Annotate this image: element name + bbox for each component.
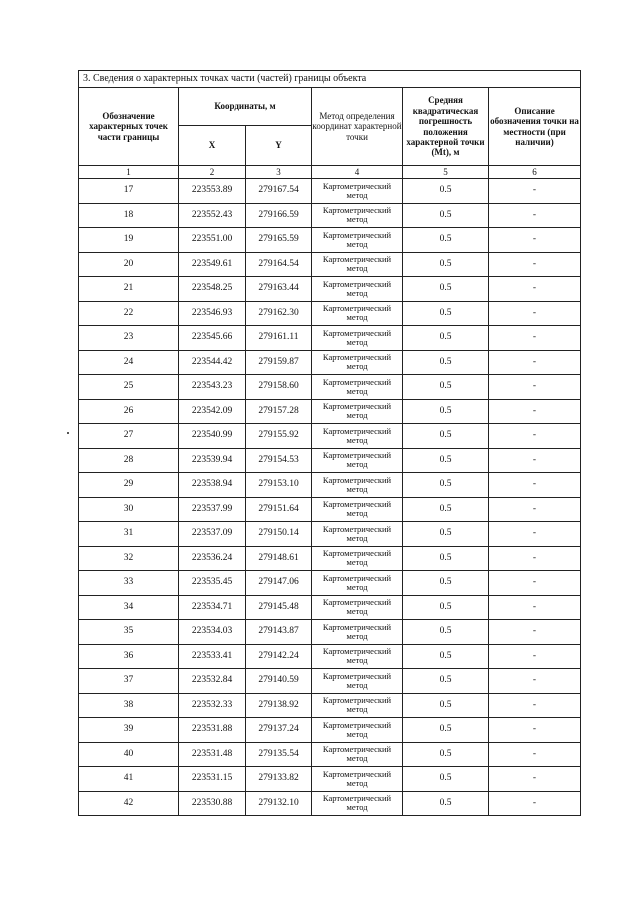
- point-number-cell: 26: [79, 399, 179, 424]
- table-row: [79, 669, 581, 694]
- header-coordinates: Координаты, м: [179, 88, 312, 126]
- method-cell: Картометрический метод: [312, 424, 403, 449]
- description-cell: -: [489, 693, 581, 718]
- accuracy-cell: 0.5: [403, 203, 489, 228]
- y-coordinate-cell: 279161.11: [246, 326, 312, 351]
- description-cell: -: [489, 595, 581, 620]
- description-cell: -: [489, 497, 581, 522]
- accuracy-cell: 0.5: [403, 718, 489, 743]
- header-description: Описание обозначения точки на местности (при наличии): [489, 88, 581, 166]
- y-coordinate-cell: 279143.87: [246, 620, 312, 645]
- x-coordinate-cell: 223552.43: [179, 203, 246, 228]
- point-number-cell: 39: [79, 718, 179, 743]
- table-row: [79, 326, 581, 351]
- accuracy-cell: 0.5: [403, 595, 489, 620]
- y-coordinate-cell: 279162.30: [246, 301, 312, 326]
- accuracy-cell: 0.5: [403, 228, 489, 253]
- x-coordinate-cell: 223536.24: [179, 546, 246, 571]
- accuracy-cell: 0.5: [403, 742, 489, 767]
- table-row: [79, 448, 581, 473]
- table-row: [79, 767, 581, 792]
- method-cell: Картометрический метод: [312, 669, 403, 694]
- table-body: [79, 179, 581, 816]
- y-coordinate-cell: 279153.10: [246, 473, 312, 498]
- x-coordinate-cell: 223532.84: [179, 669, 246, 694]
- table-row: [79, 203, 581, 228]
- column-number: 4: [312, 166, 403, 179]
- description-cell: -: [489, 546, 581, 571]
- x-coordinate-cell: 223544.42: [179, 350, 246, 375]
- method-cell: Картометрический метод: [312, 399, 403, 424]
- x-coordinate-cell: 223537.09: [179, 522, 246, 547]
- y-coordinate-cell: 279145.48: [246, 595, 312, 620]
- x-coordinate-cell: 223551.00: [179, 228, 246, 253]
- accuracy-cell: 0.5: [403, 326, 489, 351]
- y-coordinate-cell: 279155.92: [246, 424, 312, 449]
- y-coordinate-cell: 279147.06: [246, 571, 312, 596]
- description-cell: -: [489, 399, 581, 424]
- point-number-cell: 40: [79, 742, 179, 767]
- table-row: [79, 497, 581, 522]
- point-number-cell: 35: [79, 620, 179, 645]
- point-number-cell: 28: [79, 448, 179, 473]
- boundary-points-table: [78, 70, 581, 816]
- description-cell: -: [489, 620, 581, 645]
- point-number-cell: 22: [79, 301, 179, 326]
- x-coordinate-cell: 223548.25: [179, 277, 246, 302]
- table-row: [79, 301, 581, 326]
- table-row: [79, 277, 581, 302]
- y-coordinate-cell: 279151.64: [246, 497, 312, 522]
- accuracy-cell: 0.5: [403, 644, 489, 669]
- y-coordinate-cell: 279154.53: [246, 448, 312, 473]
- accuracy-cell: 0.5: [403, 473, 489, 498]
- accuracy-cell: 0.5: [403, 546, 489, 571]
- x-coordinate-cell: 223542.09: [179, 399, 246, 424]
- point-number-cell: 29: [79, 473, 179, 498]
- method-cell: Картометрический метод: [312, 252, 403, 277]
- y-coordinate-cell: 279165.59: [246, 228, 312, 253]
- x-coordinate-cell: 223543.23: [179, 375, 246, 400]
- column-number: 2: [179, 166, 246, 179]
- table-row: [79, 620, 581, 645]
- x-coordinate-cell: 223534.03: [179, 620, 246, 645]
- accuracy-cell: 0.5: [403, 497, 489, 522]
- point-number-cell: 25: [79, 375, 179, 400]
- point-number-cell: 30: [79, 497, 179, 522]
- y-coordinate-cell: 279132.10: [246, 791, 312, 816]
- y-coordinate-cell: 279135.54: [246, 742, 312, 767]
- y-coordinate-cell: 279164.54: [246, 252, 312, 277]
- accuracy-cell: 0.5: [403, 350, 489, 375]
- column-number: 5: [403, 166, 489, 179]
- y-coordinate-cell: 279148.61: [246, 546, 312, 571]
- description-cell: -: [489, 277, 581, 302]
- x-coordinate-cell: 223553.89: [179, 179, 246, 204]
- section-title: 3. Сведения о характерных точках части (частей) границы объекта: [79, 71, 581, 88]
- table-row: [79, 228, 581, 253]
- y-coordinate-cell: 279137.24: [246, 718, 312, 743]
- accuracy-cell: 0.5: [403, 571, 489, 596]
- point-number-cell: 33: [79, 571, 179, 596]
- y-coordinate-cell: 279150.14: [246, 522, 312, 547]
- y-coordinate-cell: 279158.60: [246, 375, 312, 400]
- description-cell: -: [489, 473, 581, 498]
- method-cell: Картометрический метод: [312, 791, 403, 816]
- method-cell: Картометрический метод: [312, 767, 403, 792]
- table-row: [79, 546, 581, 571]
- header-y: Y: [246, 126, 312, 166]
- description-cell: -: [489, 791, 581, 816]
- description-cell: -: [489, 522, 581, 547]
- x-coordinate-cell: 223549.61: [179, 252, 246, 277]
- method-cell: Картометрический метод: [312, 522, 403, 547]
- accuracy-cell: 0.5: [403, 448, 489, 473]
- accuracy-cell: 0.5: [403, 399, 489, 424]
- accuracy-cell: 0.5: [403, 301, 489, 326]
- description-cell: -: [489, 644, 581, 669]
- x-coordinate-cell: 223531.15: [179, 767, 246, 792]
- description-cell: -: [489, 350, 581, 375]
- column-number: 6: [489, 166, 581, 179]
- description-cell: -: [489, 375, 581, 400]
- document-sheet: [78, 70, 580, 816]
- y-coordinate-cell: 279142.24: [246, 644, 312, 669]
- point-number-cell: 19: [79, 228, 179, 253]
- method-cell: Картометрический метод: [312, 473, 403, 498]
- x-coordinate-cell: 223545.66: [179, 326, 246, 351]
- x-coordinate-cell: 223532.33: [179, 693, 246, 718]
- description-cell: -: [489, 179, 581, 204]
- y-coordinate-cell: 279163.44: [246, 277, 312, 302]
- y-coordinate-cell: 279157.28: [246, 399, 312, 424]
- point-number-cell: 36: [79, 644, 179, 669]
- header-point-designation: Обозначение характерных точек части границы: [79, 88, 179, 166]
- method-cell: Картометрический метод: [312, 595, 403, 620]
- accuracy-cell: 0.5: [403, 693, 489, 718]
- x-coordinate-cell: 223535.45: [179, 571, 246, 596]
- description-cell: -: [489, 252, 581, 277]
- point-number-cell: 17: [79, 179, 179, 204]
- x-coordinate-cell: 223534.71: [179, 595, 246, 620]
- point-number-cell: 32: [79, 546, 179, 571]
- description-cell: -: [489, 767, 581, 792]
- table-row: [79, 350, 581, 375]
- method-cell: Картометрический метод: [312, 301, 403, 326]
- method-cell: Картометрический метод: [312, 179, 403, 204]
- y-coordinate-cell: 279167.54: [246, 179, 312, 204]
- table-row: [79, 571, 581, 596]
- column-number: 1: [79, 166, 179, 179]
- table-row: [79, 473, 581, 498]
- table-row: [79, 252, 581, 277]
- x-coordinate-cell: 223546.93: [179, 301, 246, 326]
- table-row: [79, 399, 581, 424]
- method-cell: Картометрический метод: [312, 497, 403, 522]
- header-x: X: [179, 126, 246, 166]
- method-cell: Картометрический метод: [312, 228, 403, 253]
- point-number-cell: 38: [79, 693, 179, 718]
- accuracy-cell: 0.5: [403, 767, 489, 792]
- y-coordinate-cell: 279166.59: [246, 203, 312, 228]
- column-number-row: [79, 166, 581, 179]
- x-coordinate-cell: 223531.48: [179, 742, 246, 767]
- method-cell: Картометрический метод: [312, 350, 403, 375]
- accuracy-cell: 0.5: [403, 424, 489, 449]
- x-coordinate-cell: 223540.99: [179, 424, 246, 449]
- method-cell: Картометрический метод: [312, 203, 403, 228]
- table-row: [79, 791, 581, 816]
- table-row: [79, 718, 581, 743]
- accuracy-cell: 0.5: [403, 375, 489, 400]
- point-number-cell: 21: [79, 277, 179, 302]
- x-coordinate-cell: 223530.88: [179, 791, 246, 816]
- method-cell: Картометрический метод: [312, 277, 403, 302]
- point-number-cell: 18: [79, 203, 179, 228]
- method-cell: Картометрический метод: [312, 644, 403, 669]
- description-cell: -: [489, 669, 581, 694]
- y-coordinate-cell: 279140.59: [246, 669, 312, 694]
- x-coordinate-cell: 223537.99: [179, 497, 246, 522]
- method-cell: Картометрический метод: [312, 546, 403, 571]
- table-row: [79, 522, 581, 547]
- description-cell: -: [489, 301, 581, 326]
- accuracy-cell: 0.5: [403, 791, 489, 816]
- method-cell: Картометрический метод: [312, 326, 403, 351]
- point-number-cell: 42: [79, 791, 179, 816]
- accuracy-cell: 0.5: [403, 277, 489, 302]
- table-row: [79, 424, 581, 449]
- description-cell: -: [489, 228, 581, 253]
- description-cell: -: [489, 424, 581, 449]
- point-number-cell: 20: [79, 252, 179, 277]
- description-cell: -: [489, 326, 581, 351]
- description-cell: -: [489, 571, 581, 596]
- x-coordinate-cell: 223531.88: [179, 718, 246, 743]
- method-cell: Картометрический метод: [312, 620, 403, 645]
- accuracy-cell: 0.5: [403, 252, 489, 277]
- accuracy-cell: 0.5: [403, 522, 489, 547]
- method-cell: Картометрический метод: [312, 375, 403, 400]
- point-number-cell: 27: [79, 424, 179, 449]
- y-coordinate-cell: 279159.87: [246, 350, 312, 375]
- table-row: [79, 644, 581, 669]
- method-cell: Картометрический метод: [312, 742, 403, 767]
- method-cell: Картометрический метод: [312, 693, 403, 718]
- point-number-cell: 37: [79, 669, 179, 694]
- table-row: [79, 375, 581, 400]
- accuracy-cell: 0.5: [403, 179, 489, 204]
- description-cell: -: [489, 203, 581, 228]
- table-row: [79, 595, 581, 620]
- description-cell: -: [489, 448, 581, 473]
- point-number-cell: 24: [79, 350, 179, 375]
- table-row: [79, 179, 581, 204]
- accuracy-cell: 0.5: [403, 620, 489, 645]
- point-number-cell: 31: [79, 522, 179, 547]
- table-row: [79, 693, 581, 718]
- header-method: Метод определения координат характерной точки: [312, 88, 403, 166]
- x-coordinate-cell: 223533.41: [179, 644, 246, 669]
- table-row: [79, 742, 581, 767]
- x-coordinate-cell: 223539.94: [179, 448, 246, 473]
- point-number-cell: 41: [79, 767, 179, 792]
- point-number-cell: 23: [79, 326, 179, 351]
- accuracy-cell: 0.5: [403, 669, 489, 694]
- description-cell: -: [489, 742, 581, 767]
- description-cell: -: [489, 718, 581, 743]
- method-cell: Картометрический метод: [312, 571, 403, 596]
- column-number: 3: [246, 166, 312, 179]
- scan-speck: [67, 432, 69, 434]
- method-cell: Картометрический метод: [312, 448, 403, 473]
- y-coordinate-cell: 279133.82: [246, 767, 312, 792]
- header-accuracy: Средняя квадратическая погрешность положения характерной точки (Mt), м: [403, 88, 489, 166]
- point-number-cell: 34: [79, 595, 179, 620]
- y-coordinate-cell: 279138.92: [246, 693, 312, 718]
- method-cell: Картометрический метод: [312, 718, 403, 743]
- x-coordinate-cell: 223538.94: [179, 473, 246, 498]
